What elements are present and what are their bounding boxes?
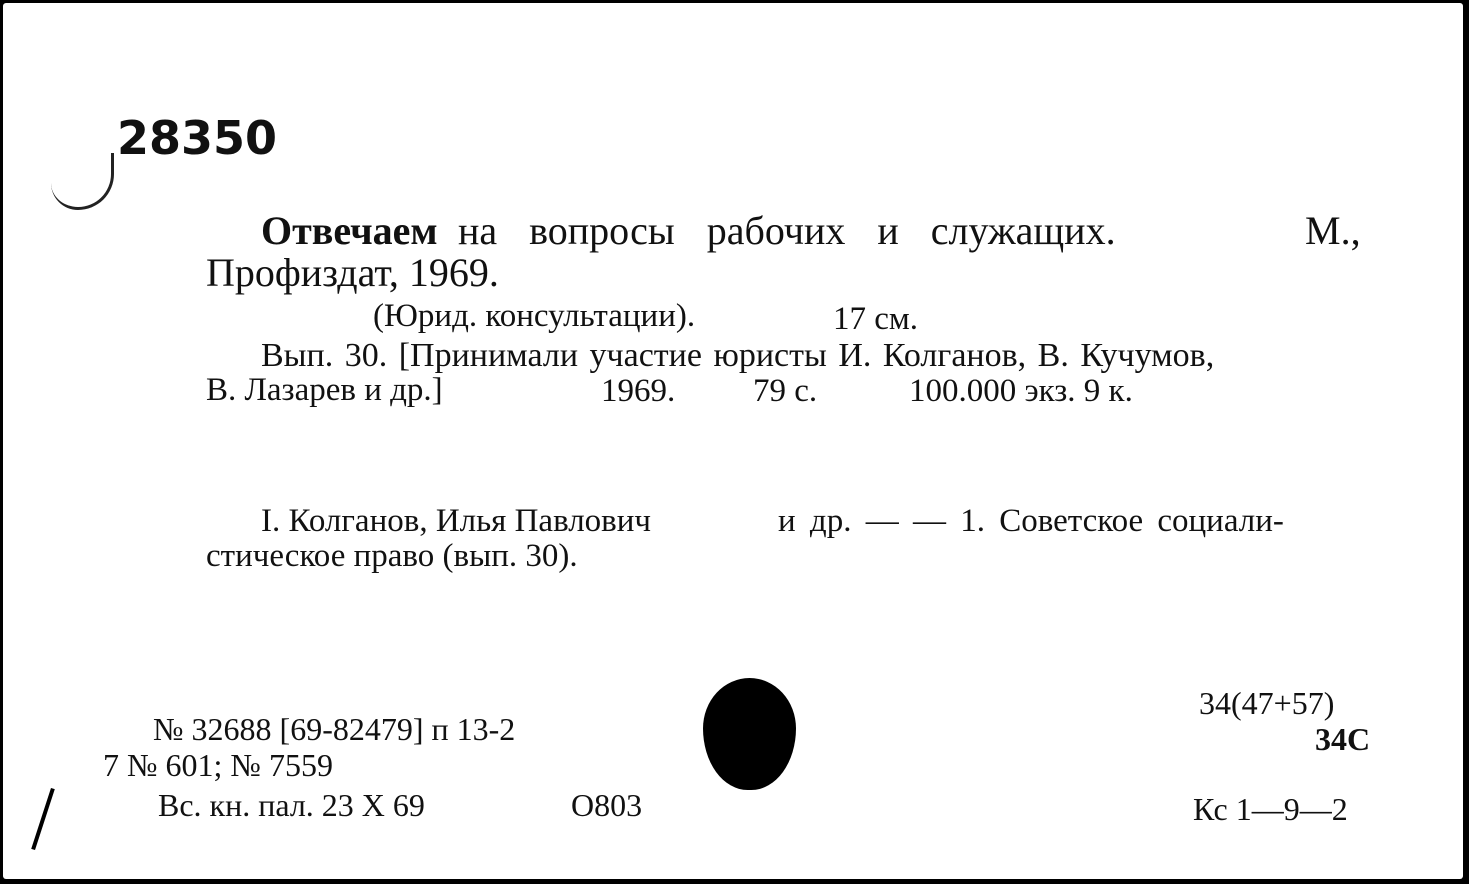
codes-line-3a: Вс. кн. пал. 23 X 69 (158, 787, 425, 823)
issue-pages: 79 с. (753, 373, 818, 409)
title-rest: на вопросы рабочих и служащих. (458, 208, 1116, 253)
issue-line-1: Вып. 30. [Принимали участие юристы И. Колганов, В. Кучумов, (261, 337, 1215, 374)
classification-line-1: 34(47+57) (1199, 685, 1335, 721)
codes-line-3b: О803 (571, 787, 643, 823)
size-note: 17 см. (833, 301, 919, 337)
series-note: (Юрид. консультации). (373, 298, 696, 334)
codes-line-2: 7 № 601; № 7559 (103, 747, 333, 783)
issue-year: 1969. (601, 373, 676, 409)
handwritten-number: 28350 (117, 111, 278, 165)
subject-heading-b: и др. — — 1. Советское социали- (778, 503, 1284, 539)
classification-line-3: Кс 1—9—2 (1193, 791, 1348, 827)
title-bold: Отвечаем (261, 208, 438, 253)
title-place: М., (1305, 208, 1361, 253)
subject-heading-line-2: стическое право (вып. 30). (206, 538, 578, 574)
issue-authors: В. Лазарев и др.] (206, 372, 443, 408)
classification-line-2: 34С (1315, 721, 1371, 757)
pencil-slash-mark (31, 788, 55, 850)
catalog-card (3, 3, 1463, 879)
title-publisher: Профиздат, 1969. (206, 250, 499, 295)
pencil-curve-mark (51, 153, 114, 210)
punch-hole (703, 678, 796, 790)
codes-line-1: № 32688 [69-82479] п 13-2 (153, 711, 516, 747)
subject-heading-a: I. Колганов, Илья Павлович (261, 503, 652, 539)
issue-copies: 100.000 экз. 9 к. (909, 373, 1133, 409)
